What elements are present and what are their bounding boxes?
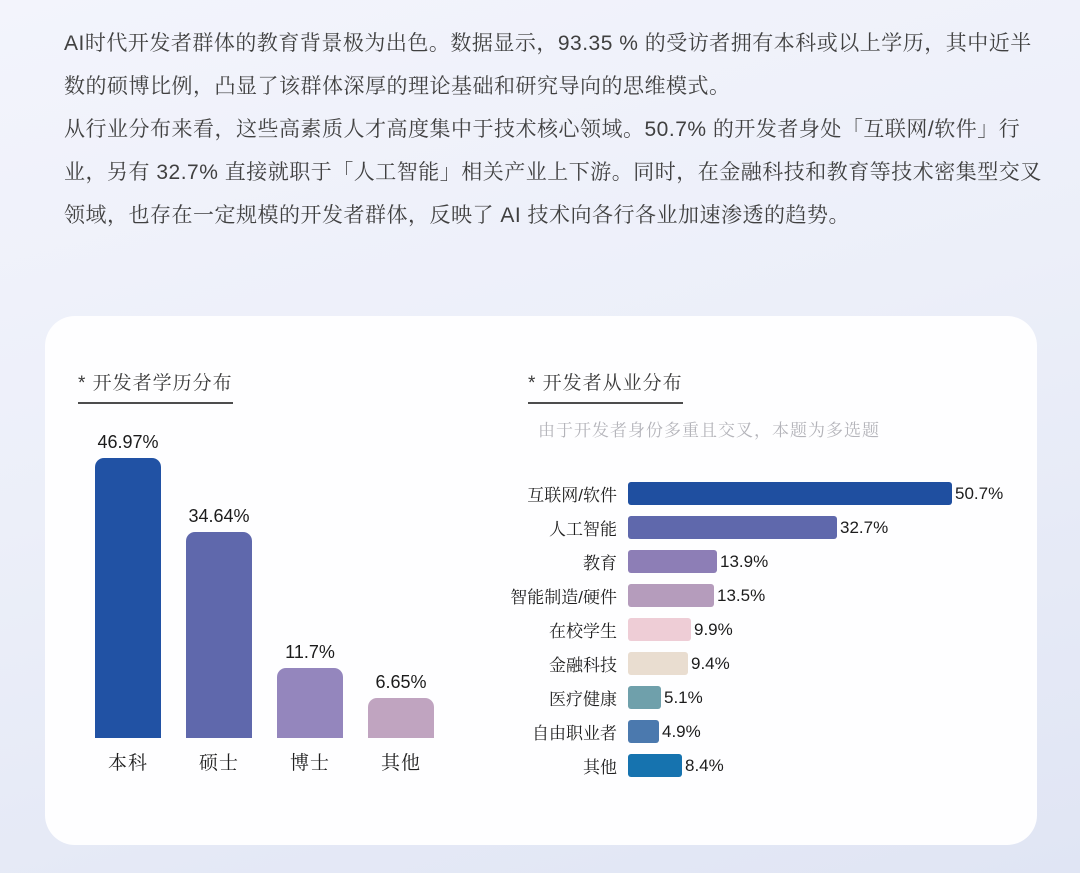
industry-bar-value-label: 5.1% xyxy=(664,687,703,707)
education-bar-column xyxy=(277,642,343,738)
industry-category-label: 自由职业者 xyxy=(532,724,617,743)
industry-bar-value-label: 50.7% xyxy=(955,483,1004,503)
industry-bar-row xyxy=(498,652,1037,675)
industry-bar-value-label: 13.5% xyxy=(717,585,766,605)
industry-category-label: 人工智能 xyxy=(549,520,617,539)
industry-category-label: 教育 xyxy=(583,554,617,573)
industry-bar xyxy=(628,584,714,607)
industry-bar-row xyxy=(498,482,1037,505)
industry-category-label: 金融科技 xyxy=(549,656,617,675)
industry-bar xyxy=(628,754,682,777)
education-category-label: 本科 xyxy=(107,753,148,774)
industry-bar-value-label: 9.4% xyxy=(691,653,730,673)
industry-bar-row xyxy=(498,686,1037,709)
industry-bar-value-label: 8.4% xyxy=(685,755,724,775)
industry-bar-row xyxy=(498,618,1037,641)
industry-bar-row xyxy=(498,720,1037,743)
education-category-label: 博士 xyxy=(289,753,330,774)
education-category-label: 硕士 xyxy=(198,753,239,774)
education-bar-column xyxy=(95,432,161,738)
industry-bars xyxy=(498,482,1037,777)
education-bar xyxy=(277,668,343,738)
industry-bar xyxy=(628,618,691,641)
industry-bar-row xyxy=(498,516,1037,539)
education-bar-value-label: 11.7% xyxy=(285,642,335,662)
industry-category-label: 医疗健康 xyxy=(549,690,617,709)
industry-category-label: 互联网/软件 xyxy=(527,486,617,505)
education-category-label: 其他 xyxy=(380,753,421,774)
industry-bar-value-label: 32.7% xyxy=(840,517,889,537)
industry-bar xyxy=(628,720,659,743)
industry-chart-header xyxy=(528,368,1037,441)
industry-bar xyxy=(628,686,661,709)
education-bar-value-label: 34.64% xyxy=(188,506,250,526)
industry-category-label: 在校学生 xyxy=(549,622,617,641)
industry-chart xyxy=(498,316,1037,845)
industry-bar-row xyxy=(498,550,1037,573)
education-bar-value-label: 6.65% xyxy=(375,672,427,692)
industry-bar xyxy=(628,516,837,539)
intro-paragraph-industry: 从行业分布来看，这些高素质人才高度集中于技术核心领域。50.7% 的开发者身处「互联网/软件」行业，另有 32.7% 直接就职于「人工智能」相关产业上下游。同时，在金融科技和教育等技术密集型交叉领域，也存在一定规模的开发者群体，反映了 AI 技术向各行各业加速渗透的趋势。 xyxy=(64,118,1042,227)
education-categories xyxy=(95,748,498,775)
industry-category-label: 其他 xyxy=(583,758,617,777)
education-chart-title: * 开发者学历分布 xyxy=(78,368,233,404)
education-bar xyxy=(186,532,252,738)
industry-bar xyxy=(628,550,717,573)
industry-bar-row xyxy=(498,754,1037,777)
education-bar-column xyxy=(186,506,252,738)
industry-bar-value-label: 13.9% xyxy=(720,551,769,571)
charts-card xyxy=(45,316,1037,845)
education-bar xyxy=(95,458,161,738)
intro-text xyxy=(64,22,1042,237)
education-bar xyxy=(368,698,434,738)
industry-chart-title: * 开发者从业分布 xyxy=(528,368,683,404)
intro-paragraph-education: AI时代开发者群体的教育背景极为出色。数据显示，93.35 % 的受访者拥有本科或以上学历，其中近半数的硕博比例，凸显了该群体深厚的理论基础和研究导向的思维模式。 xyxy=(64,32,1032,98)
education-chart xyxy=(45,316,498,845)
education-bar-column xyxy=(368,672,434,738)
industry-bar-value-label: 9.9% xyxy=(694,619,733,639)
industry-bar xyxy=(628,652,688,675)
education-bar-value-label: 46.97% xyxy=(97,432,159,452)
industry-bar-value-label: 4.9% xyxy=(662,721,701,741)
education-bars xyxy=(95,414,498,738)
industry-chart-subtitle: 由于开发者身份多重且交叉，本题为多选题 xyxy=(538,421,880,440)
industry-category-label: 智能制造/硬件 xyxy=(510,588,617,607)
industry-bar xyxy=(628,482,952,505)
industry-bar-row xyxy=(498,584,1037,607)
